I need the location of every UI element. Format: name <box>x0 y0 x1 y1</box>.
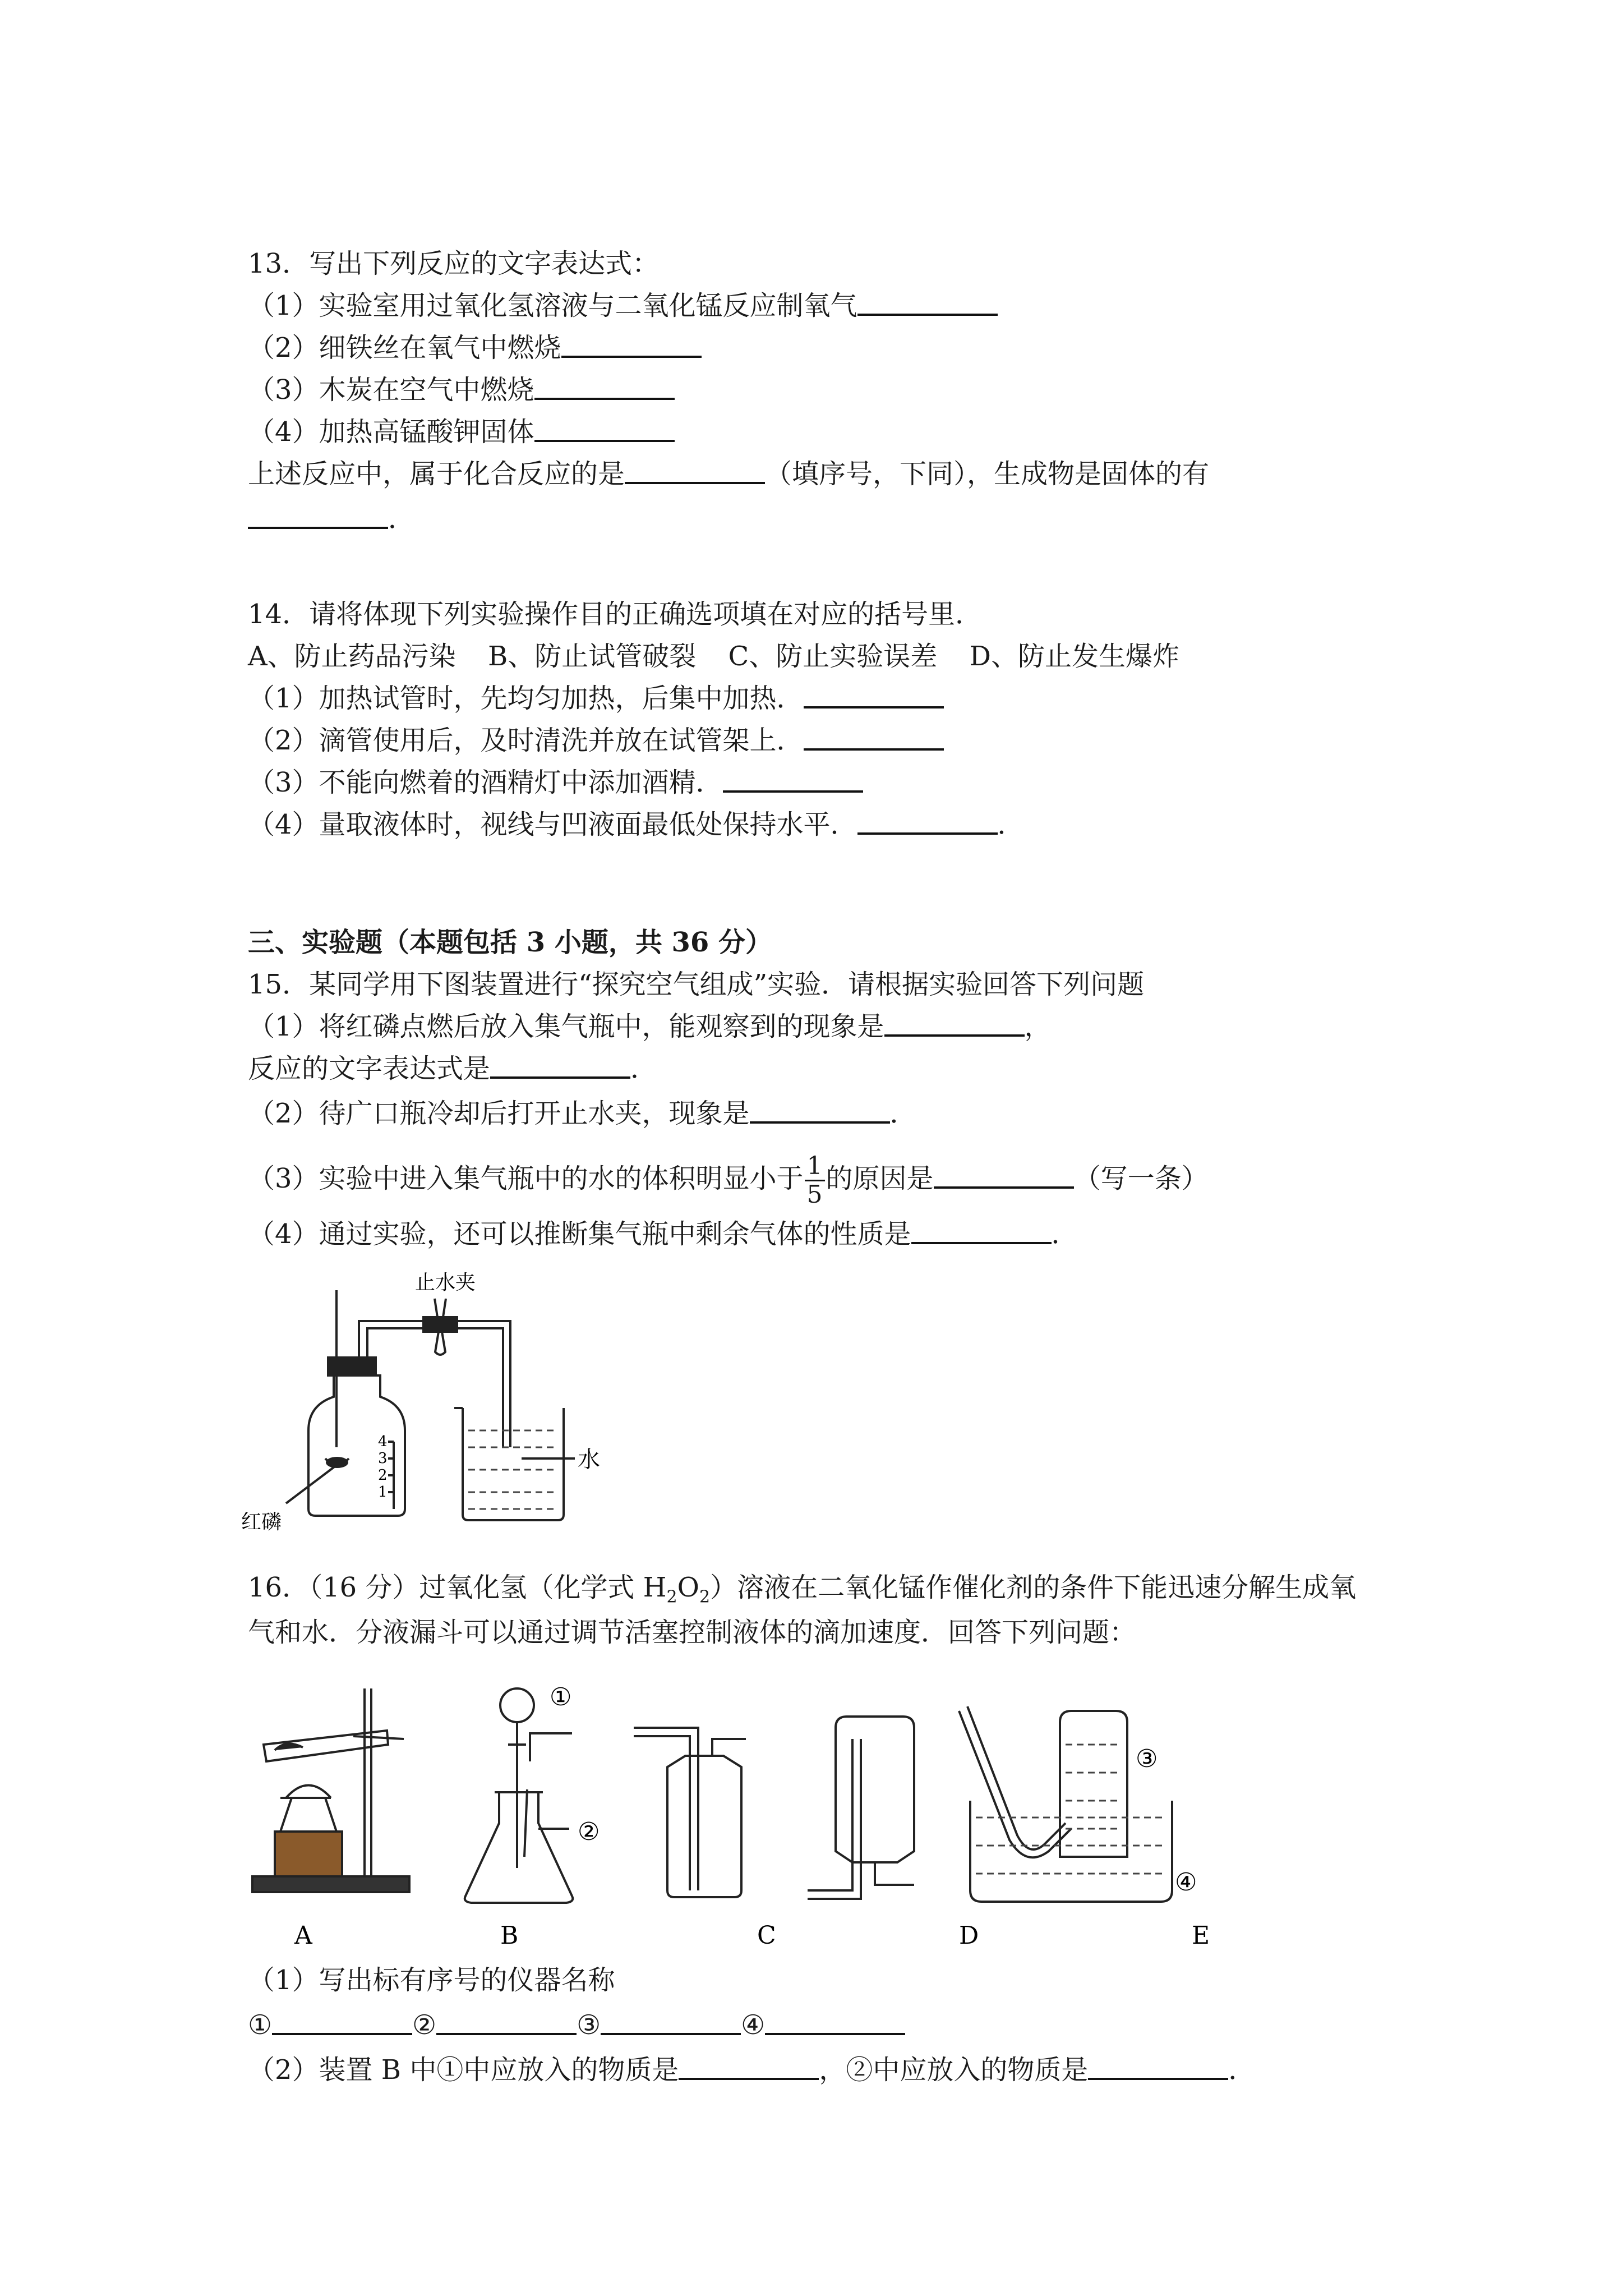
q13-item-1: （1）实验室用过氧化氢溶液与二氧化锰反应制氧气 <box>248 289 998 323</box>
q14-item-4: （4）量取液体时，视线与凹液面最低处保持水平． ． <box>248 809 1025 840</box>
q16-line-1: （1）写出标有序号的仪器名称 <box>248 1964 615 1996</box>
option-a: A、防止药品污染 <box>248 641 456 672</box>
answer-blank[interactable] <box>857 291 998 316</box>
q14-item-3: （3）不能向燃着的酒精灯中添加酒精． <box>248 766 863 799</box>
q15-line-5: （4）通过实验，还可以推断集气瓶中剩余气体的性质是 ． <box>248 1218 1078 1250</box>
answer-blank[interactable] <box>534 417 675 442</box>
answer-blank[interactable] <box>436 2010 577 2035</box>
answer-blank[interactable] <box>1088 2055 1228 2080</box>
marker-1: ① <box>550 1683 572 1711</box>
scale-mark-4: 4 <box>378 1433 388 1450</box>
q13-title: 13．写出下列反应的文字表达式： <box>248 248 660 279</box>
gas-apparatus-figure <box>241 1677 1307 1958</box>
answer-blank[interactable] <box>248 504 388 529</box>
q15-line-1: （1）将红磷点燃后放入集气瓶中，能观察到的现象是 ， <box>248 1011 1052 1042</box>
answer-blank[interactable] <box>750 1099 890 1124</box>
clamp-label: 止水夹 <box>415 1271 476 1294</box>
answer-blank[interactable] <box>601 2010 741 2035</box>
q13-summary: 上述反应中，属于化合反应的是 （填序号，下同），生成物是固体的有 <box>248 458 1210 490</box>
q16-line-3: （2）装置 B 中①中应放入的物质是 ，②中应放入的物质是 ． <box>248 2054 1256 2086</box>
q16-intro-1: 16．（16 分）过氧化氢（化学式 $H_2O_2$）溶液在二氧化锰作催化剂的条件下能迅速分解生成氧 <box>248 1572 1357 1607</box>
marker-3: ③ <box>1136 1745 1158 1773</box>
answer-blank[interactable] <box>911 1220 1052 1244</box>
answer-blank[interactable] <box>857 810 998 835</box>
answer-blank[interactable] <box>804 684 944 708</box>
q13-item-2: （2）细铁丝在氧气中燃烧 <box>248 331 702 365</box>
answer-blank[interactable] <box>534 375 675 400</box>
q14-options <box>248 639 1179 673</box>
apparatus-label-e: E <box>1192 1921 1210 1950</box>
apparatus-label-b: B <box>500 1921 519 1950</box>
scale-mark-3: 3 <box>378 1450 388 1467</box>
scale-mark-2: 2 <box>378 1467 388 1484</box>
answer-blank[interactable] <box>804 726 944 751</box>
section-3-title: 三、实验题（本题包括 3 小题，共 36 分） <box>248 927 773 958</box>
apparatus-label-a: A <box>294 1921 312 1950</box>
marker-4: ④ <box>1175 1868 1197 1897</box>
water-label: 水 <box>578 1447 600 1473</box>
option-b: B、防止试管破裂 <box>487 641 697 672</box>
air-composition-apparatus-figure <box>241 1268 667 1537</box>
fraction-one-fifth: $\frac{1}{5}$ <box>805 1153 825 1208</box>
option-c: C、防止实验误差 <box>728 641 938 672</box>
answer-blank[interactable] <box>934 1164 1074 1189</box>
answer-blank[interactable] <box>625 459 765 484</box>
q13-item-4: （4）加热高锰酸钾固体 <box>248 415 675 449</box>
answer-blank[interactable] <box>765 2010 905 2035</box>
phosphorus-label: 红磷 <box>241 1511 282 1534</box>
answer-blank[interactable] <box>723 768 863 793</box>
apparatus-label-d: D <box>959 1921 979 1950</box>
q14-title: 14．请将体现下列实验操作目的正确选项填在对应的括号里． <box>248 599 983 630</box>
answer-blank[interactable] <box>272 2010 412 2035</box>
answer-blank[interactable] <box>490 1054 630 1079</box>
apparatus-label-c: C <box>757 1921 776 1950</box>
q13-item-3: （3）木炭在空气中燃烧 <box>248 373 675 407</box>
answer-blank[interactable] <box>884 1012 1025 1037</box>
scale-mark-1: 1 <box>378 1484 388 1501</box>
q15-line-3: （2）待广口瓶冷却后打开止水夹，现象是 ． <box>248 1098 917 1129</box>
answer-blank[interactable] <box>679 2055 819 2080</box>
q13-summary-cont: ． <box>248 502 415 536</box>
q14-item-1: （1）加热试管时，先均匀加热，后集中加热． <box>248 682 944 715</box>
q15-title: 15．某同学用下图装置进行“探究空气组成”实验．请根据实验回答下列问题 <box>248 969 1145 1000</box>
q15-line-4: （3）实验中进入集气瓶中的水的体积明显小于 $\frac{1}{5}$ 的原因是 （写一条） <box>248 1152 1209 1209</box>
q16-line-2: ① ② ③ ④ <box>248 2008 905 2042</box>
q16-intro-2: 气和水．分液漏斗可以通过调节活塞控制液体的滴加速度．回答下列问题： <box>248 1617 1137 1648</box>
answer-blank[interactable] <box>561 333 702 358</box>
option-d: D、防止发生爆炸 <box>969 641 1179 672</box>
q15-line-2: 反应的文字表达式是 ． <box>248 1053 658 1084</box>
q14-item-2: （2）滴管使用后，及时清洗并放在试管架上． <box>248 724 944 757</box>
marker-2: ② <box>578 1818 600 1846</box>
